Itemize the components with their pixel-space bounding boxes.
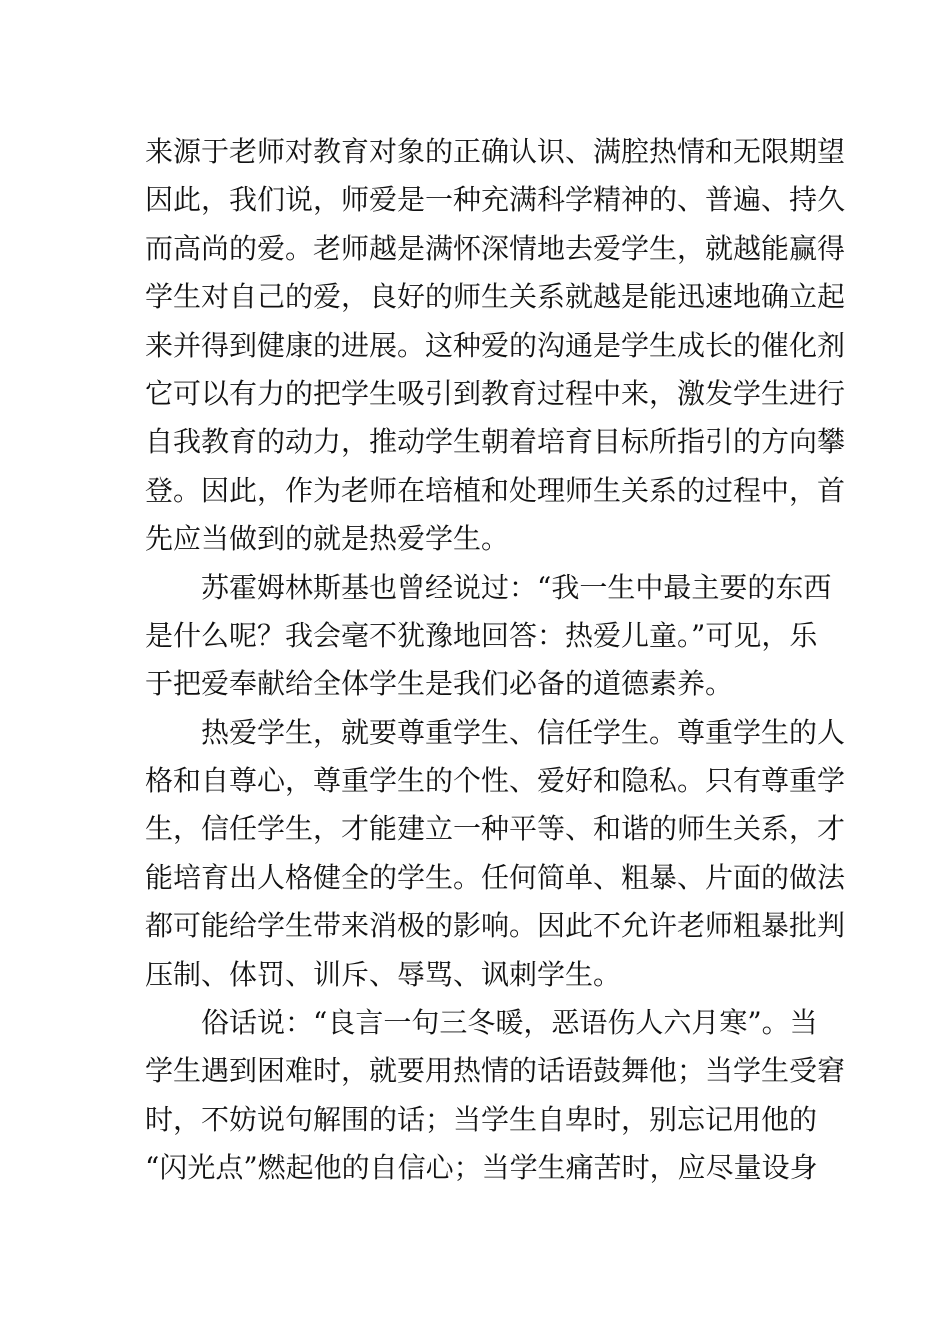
text-line: 来源于老师对教育对象的正确认识、满腔热情和无限期望 [145,135,846,168]
text-line: 生，信任学生，才能建立一种平等、和谐的师生关系，才 [145,812,846,846]
text-line: 先应当做到的就是热爱学生。 [145,522,510,556]
text-line: 是什么呢？我会毫不犹豫地回答：热爱儿童。”可见，乐 [145,618,818,652]
text-line: 登。因此，作为老师在培植和处理师生关系的过程中，首 [145,473,846,507]
text-line: 来并得到健康的进展。这种爱的沟通是学生成长的催化剂 [145,328,846,362]
text-line: 而高尚的爱。老师越是满怀深情地去爱学生，就越能赢得 [145,231,846,265]
text-line: 压制、体罚、训斥、辱骂、讽刺学生。 [145,957,622,991]
text-line: 它可以有力的把学生吸引到教育过程中来，激发学生进行 [145,376,846,410]
text-line: 时，不妨说句解围的话；当学生自卑时，别忘记用他的 [145,1102,818,1136]
text-line: 自我教育的动力，推动学生朝着培育目标所指引的方向攀 [145,425,846,459]
text-line: 能培育出人格健全的学生。任何简单、粗暴、片面的做法 [145,860,846,894]
text-line: 热爱学生，就要尊重学生、信任学生。尊重学生的人 [201,715,846,749]
body-text [145,128,846,1193]
text-line: “闪光点”燃起他的自信心；当学生痛苦时，应尽量设身 [145,1151,818,1185]
text-line: 学生对自己的爱，良好的师生关系就越是能迅速地确立起 [145,280,846,314]
text-line: 苏霍姆林斯基也曾经说过：“我一生中最主要的东西 [201,570,832,604]
text-line: 都可能给学生带来消极的影响。因此不允许老师粗暴批判 [145,909,846,943]
text-line: 格和自尊心，尊重学生的个性、爱好和隐私。只有尊重学 [145,764,846,798]
text-line: 于把爱奉献给全体学生是我们必备的道德素养。 [145,667,734,701]
text-line: 学生遇到困难时，就要用热情的话语鼓舞他；当学生受窘 [145,1054,846,1088]
text-line: 因此，我们说，师爱是一种充满科学精神的、普遍、持久 [145,183,846,217]
text-line: 俗话说：“良言一句三冬暖，恶语伤人六月寒”。当 [201,1006,818,1040]
